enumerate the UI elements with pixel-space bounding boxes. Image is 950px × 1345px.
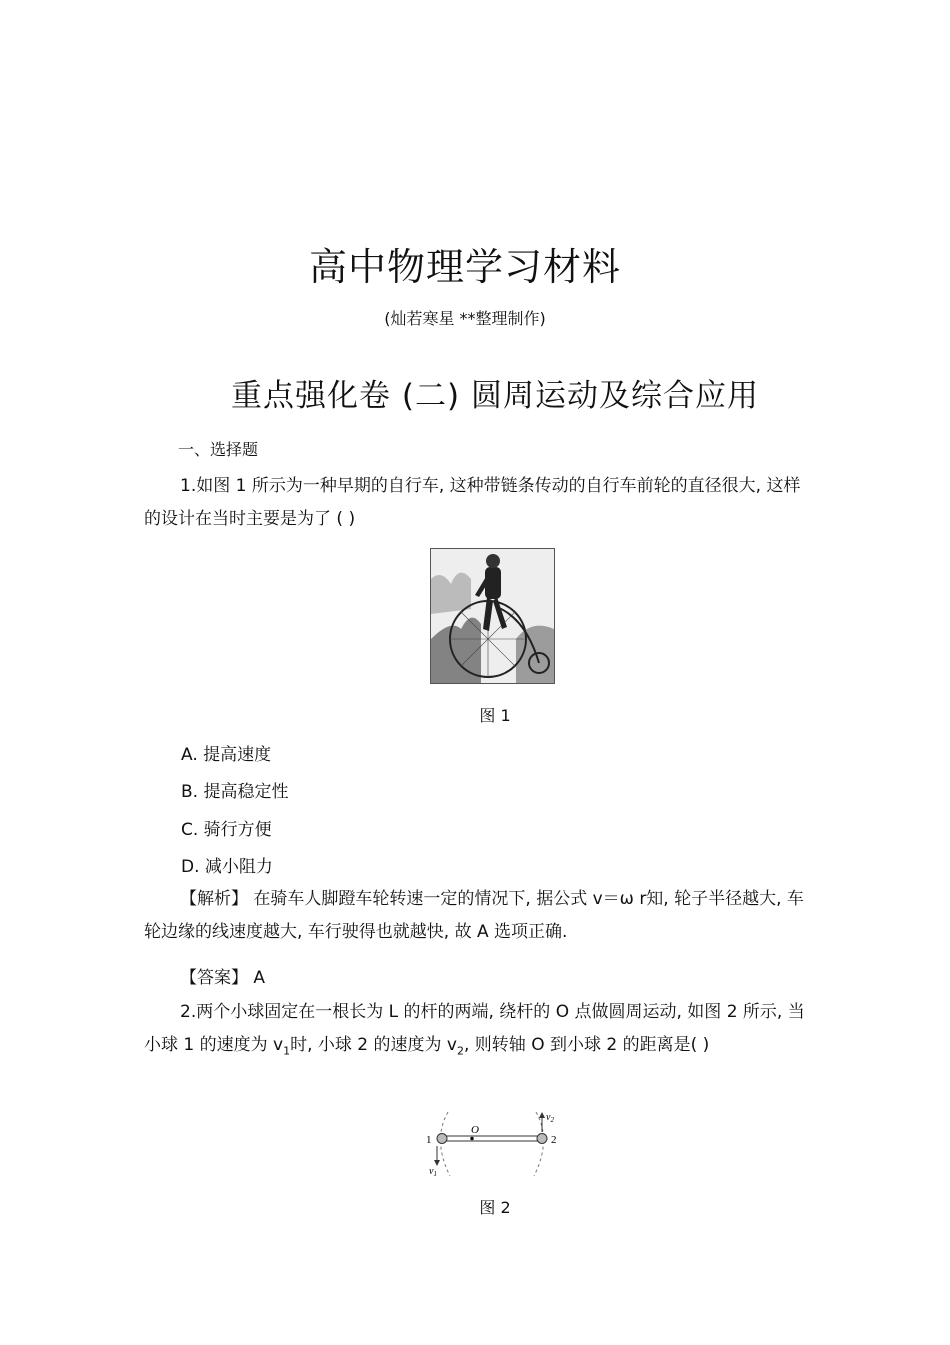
figure-1-caption: 图 1 — [479, 706, 511, 725]
question-1-answer: 【答案】 A — [180, 968, 266, 988]
bicycle-figure — [430, 548, 555, 684]
ball-2 — [537, 1134, 547, 1144]
paper-title: 重点强化卷 (二) 圆周运动及综合应用 — [231, 378, 759, 414]
question-1-stem: 1.如图 1 所示为一种早期的自行车, 这种带链条传动的自行车前轮的直径很大, 这样的设计在当时主要是为了 ( ) — [144, 476, 801, 529]
label-v2: $v_2$ — [546, 1112, 554, 1124]
subtitle: (灿若寒星 **整理制作) — [384, 309, 546, 328]
label-v1: $v_1$ — [429, 1166, 437, 1178]
section-label: 一、选择题 — [178, 440, 259, 459]
question-2-stem: 2.两个小球固定在一根长为 L 的杆的两端, 绕杆的 O 点做圆周运动, 如图 2 所示, 当小球 1 的速度为 $v_1$时, 小球 2 的速度为 $v_2$, 则转轴 O 到小球 2 的距离是( ) — [144, 1002, 805, 1058]
label-2: 2 — [551, 1134, 557, 1146]
label-1: 1 — [426, 1134, 432, 1146]
figure-2-caption: 图 2 — [479, 1198, 511, 1217]
question-1-analysis: 【解析】 在骑车人脚蹬车轮转速一定的情况下, 据公式 v＝ω r知, 轮子半径越大, 车轮边缘的线速度越大, 车行驶得也就越快, 故 A 选项正确. — [144, 889, 804, 942]
main-title: 高中物理学习材料 — [308, 245, 621, 289]
option-c: C. 骑行方便 — [181, 820, 272, 840]
option-b: B. 提高稳定性 — [181, 782, 289, 802]
option-d: D. 减小阻力 — [181, 857, 273, 877]
option-a: A. 提高速度 — [181, 745, 272, 765]
rod-figure — [420, 1108, 570, 1178]
ball-1 — [437, 1134, 447, 1144]
pivot-point — [470, 1137, 474, 1141]
label-o: O — [471, 1124, 479, 1136]
